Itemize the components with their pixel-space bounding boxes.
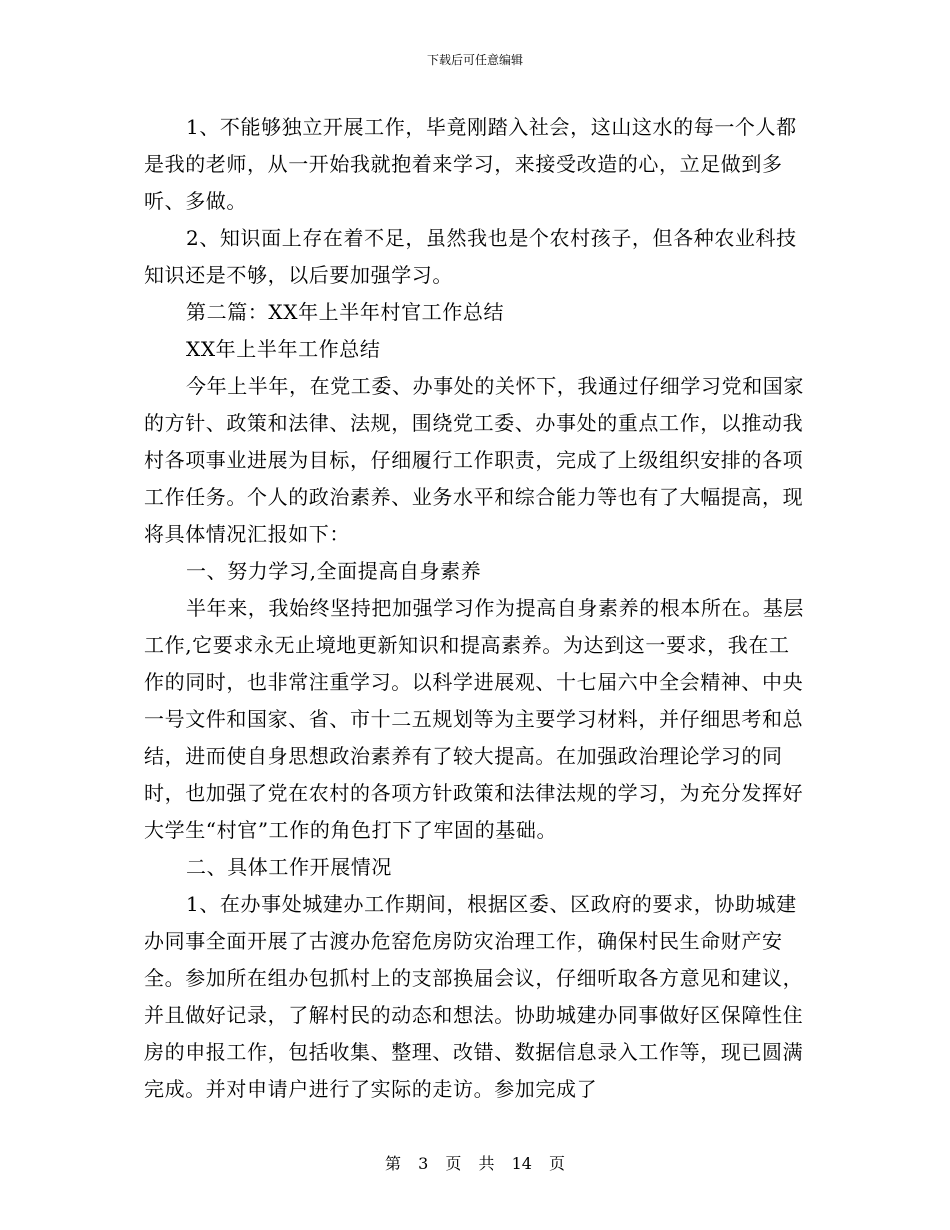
document-title: XX年上半年工作总结 — [186, 337, 381, 361]
footer-label-gong: 共 — [478, 1154, 495, 1173]
document-body — [144, 109, 808, 1108]
heading-work: 二、具体工作开展情况 — [186, 855, 392, 879]
section-heading-part-two: 第二篇：XX年上半年村官工作总结 — [186, 300, 505, 324]
footer-label-ye2: 页 — [549, 1154, 566, 1173]
paragraph-point-2: 2、知识面上存在着不足，虽然我也是个农村孩子，但各种农业科技知识还是不够，以后要加强学习。 — [144, 226, 797, 287]
footer-label-di: 第 — [384, 1154, 401, 1173]
page-number: 3 — [418, 1154, 429, 1173]
paragraph-intro: 今年上半年，在党工委、办事处的关怀下，我通过仔细学习党和国家的方针、政策和法律、法规，围绕党工委、办事处的重点工作，以推动我村各项事业进展为目标，仔细履行工作职责，完成了上级组织安排的各项工作任务。个人的政治素养、业务水平和综合能力等也有了大幅提高，现将具体情况汇报如下： — [144, 374, 804, 546]
total-pages: 14 — [511, 1154, 532, 1173]
paragraph-point-1: 1、不能够独立开展工作，毕竟刚踏入社会，这山这水的每一个人都是我的老师，从一开始我就抱着来学习，来接受改造的心，立足做到多听、多做。 — [144, 115, 797, 213]
page-header: 下载后可任意编辑 — [426, 53, 523, 67]
page-footer — [0, 1154, 950, 1174]
paragraph-work-1: 1、在办事处城建办工作期间，根据区委、区政府的要求，协助城建办同事全面开展了古渡办危窑危房防灾治理工作，确保村民生命财产安全。参加所在组办包抓村上的支部换届会议，仔细听取各方意见和建议，并且做好记录，了解村民的动态和想法。协助城建办同事做好区保障性住房的申报工作，包括收集、整理、改错、数据信息录入工作等，现已圆满完成。并对申请户进行了实际的走访。参加完成了 — [144, 892, 804, 1101]
heading-study: 一、努力学习,全面提高自身素养 — [186, 559, 482, 583]
footer-label-ye: 页 — [445, 1154, 462, 1173]
paragraph-study: 半年来，我始终坚持把加强学习作为提高自身素养的根本所在。基层工作,它要求永无止境地更新知识和提高素养。为达到这一要求，我在工作的同时，也非常注重学习。以科学进展观、十七届六中全会精神、中央一号文件和国家、省、市十二五规划等为主要学习材料，并仔细思考和总结，进而使自身思想政治素养有了较大提高。在加强政治理论学习的同时，也加强了党在农村的各项方针政策和法律法规的学习，为充分发挥好大学生“村官”工作的角色打下了牢固的基础。 — [144, 596, 804, 842]
